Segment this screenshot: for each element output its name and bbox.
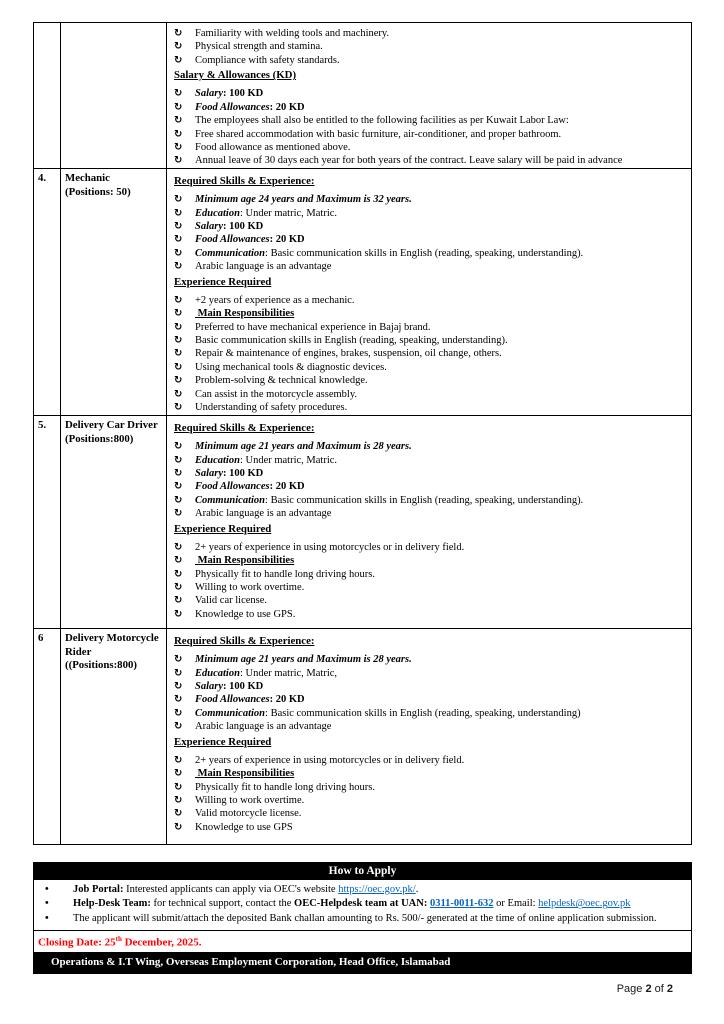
text-run: Main Responsibilities bbox=[195, 555, 295, 567]
bullet-text bbox=[195, 101, 685, 114]
text-run: Food Allowances bbox=[195, 234, 270, 246]
bullet-text bbox=[195, 207, 685, 220]
bullet-text bbox=[195, 154, 685, 167]
bullet-text bbox=[195, 494, 685, 507]
text-run: 2+ years of experience in using motorcycles or in delivery field. bbox=[195, 754, 465, 766]
row-number-cell bbox=[34, 23, 61, 168]
circular-arrow-bullet-icon: ↻ bbox=[174, 608, 183, 620]
bullet-text bbox=[195, 480, 685, 493]
hyperlink[interactable]: helpdesk@oec.gov.pk bbox=[538, 898, 631, 910]
text-run: Food Allowances bbox=[195, 694, 270, 706]
section-heading: Experience Required bbox=[174, 275, 272, 288]
text-run: : bbox=[269, 234, 276, 246]
bullet-text bbox=[195, 807, 685, 820]
circular-arrow-bullet-icon: ↻ bbox=[174, 568, 183, 580]
text-run: of bbox=[651, 983, 667, 995]
bullet-item bbox=[174, 440, 685, 453]
bullet-text bbox=[195, 220, 685, 233]
position-name-line: Mechanic bbox=[65, 172, 110, 184]
position-row-6 bbox=[34, 629, 691, 844]
text-run: Willing to work overtime. bbox=[195, 582, 305, 594]
bullet-text bbox=[195, 680, 685, 693]
text-run: Minimum age 21 years and Maximum is 28 years. bbox=[195, 654, 412, 666]
circular-arrow-bullet-icon: ↻ bbox=[174, 321, 183, 333]
text-run: Physically fit to handle long driving hours. bbox=[195, 568, 375, 580]
how-to-apply-header: How to Apply bbox=[34, 863, 691, 880]
bullet-text bbox=[195, 781, 685, 794]
bullet-text bbox=[195, 193, 685, 206]
section-heading: Salary & Allowances (KD) bbox=[174, 69, 297, 82]
bullet-item bbox=[174, 821, 685, 834]
text-run: Arabic language is an advantage bbox=[195, 261, 332, 273]
text-run: Physical strength and stamina. bbox=[195, 41, 323, 53]
position-name-cell bbox=[61, 169, 167, 415]
text-run: th bbox=[115, 935, 122, 944]
bullet-item bbox=[174, 141, 685, 154]
bullet-item bbox=[174, 707, 685, 720]
position-name-cell bbox=[61, 416, 167, 628]
text-run: OEC-Helpdesk team at UAN: bbox=[294, 898, 430, 910]
position-row-4 bbox=[34, 169, 691, 416]
text-run: Help-Desk Team: bbox=[73, 898, 151, 910]
apply-bullet-text bbox=[73, 912, 691, 926]
bullet-text bbox=[195, 374, 685, 387]
text-run: Preferred to have mechanical experience in Bajaj brand. bbox=[195, 321, 431, 333]
bullet-text bbox=[195, 260, 685, 273]
bullet-text bbox=[195, 440, 685, 453]
circular-arrow-bullet-icon: ↻ bbox=[174, 361, 183, 373]
bullet-item bbox=[174, 554, 685, 567]
circular-arrow-bullet-icon: ↻ bbox=[174, 142, 183, 154]
circular-arrow-bullet-icon: ↻ bbox=[174, 667, 183, 679]
bullet-text bbox=[195, 693, 685, 706]
bullet-item bbox=[174, 781, 685, 794]
text-run: Problem-solving & technical knowledge. bbox=[195, 375, 368, 387]
closing-date-line bbox=[34, 930, 691, 952]
text-run: 2+ years of experience in using motorcycles or in delivery field. bbox=[195, 541, 465, 553]
text-run: Arabic language is an advantage bbox=[195, 721, 332, 733]
row-number-cell: 5. bbox=[34, 416, 61, 628]
text-run: Understanding of safety procedures. bbox=[195, 402, 348, 414]
position-details-cell bbox=[167, 23, 691, 168]
bullet-text bbox=[195, 653, 685, 666]
page-number bbox=[617, 983, 673, 995]
text-run: +2 years of experience as a mechanic. bbox=[195, 294, 355, 306]
text-run: The employees shall also be entitled to the following facilities as per Kuwait Labor Law: bbox=[195, 115, 569, 127]
bullet-text bbox=[195, 54, 685, 67]
circular-arrow-bullet-icon: ↻ bbox=[174, 207, 183, 219]
position-row-5 bbox=[34, 416, 691, 629]
text-run: Main Responsibilities bbox=[195, 308, 295, 320]
text-run: Food allowance as mentioned above. bbox=[195, 142, 351, 154]
apply-bullet-text bbox=[73, 883, 691, 897]
text-run: 100 KD bbox=[229, 221, 264, 233]
text-run: The applicant will submit/attach the deposited Bank challan amounting to Rs. 500/- generated at the time of online application submission. bbox=[73, 912, 657, 924]
circular-arrow-bullet-icon: ↻ bbox=[174, 582, 183, 594]
circular-arrow-bullet-icon: ↻ bbox=[174, 768, 183, 780]
circular-arrow-bullet-icon: ↻ bbox=[174, 494, 183, 506]
hyperlink[interactable]: 0311-0011-632 bbox=[429, 898, 494, 910]
bullet-item bbox=[174, 401, 685, 414]
text-run: Knowledge to use GPS bbox=[195, 821, 293, 833]
bullet-item bbox=[174, 754, 685, 767]
circular-arrow-bullet-icon: ↻ bbox=[174, 721, 183, 733]
circular-arrow-bullet-icon: ↻ bbox=[174, 555, 183, 567]
position-name-line: (Positions: 50) bbox=[65, 185, 131, 198]
circular-arrow-bullet-icon: ↻ bbox=[174, 795, 183, 807]
text-run: Salary bbox=[195, 681, 224, 693]
circular-arrow-bullet-icon: ↻ bbox=[174, 221, 183, 233]
bullet-item bbox=[174, 693, 685, 706]
bullet-item bbox=[174, 193, 685, 206]
circular-arrow-bullet-icon: ↻ bbox=[174, 115, 183, 127]
circular-arrow-bullet-icon: ↻ bbox=[174, 41, 183, 53]
row-number-cell: 6 bbox=[34, 629, 61, 844]
text-run: : bbox=[223, 221, 230, 233]
bullet-item bbox=[174, 54, 685, 67]
text-run: Education bbox=[195, 454, 240, 466]
circular-arrow-bullet-icon: ↻ bbox=[174, 441, 183, 453]
position-name-line: (Positions:800) bbox=[65, 432, 134, 445]
bullet-text bbox=[195, 507, 685, 520]
bullet-item bbox=[174, 321, 685, 334]
bullet-item bbox=[174, 128, 685, 141]
issuing-office-bar: Operations & I.T Wing, Overseas Employment Corporation, Head Office, Islamabad bbox=[34, 952, 691, 973]
position-name-line: Rider ((Positions:800) bbox=[65, 645, 137, 672]
bullet-text bbox=[195, 114, 685, 127]
text-run: Familiarity with welding tools and machinery. bbox=[195, 28, 390, 39]
apply-bullet-text bbox=[73, 897, 691, 911]
apply-bullet-item bbox=[34, 883, 691, 897]
bullet-item bbox=[174, 114, 685, 127]
circular-arrow-bullet-icon: ↻ bbox=[174, 595, 183, 607]
text-run: : Basic communication skills in English (reading, speaking, understanding). bbox=[265, 494, 584, 506]
text-run: Valid car license. bbox=[195, 595, 268, 607]
text-run: Communication bbox=[195, 707, 266, 719]
circular-arrow-bullet-icon: ↻ bbox=[174, 28, 183, 39]
bullet-text bbox=[195, 40, 685, 53]
bullet-item bbox=[174, 27, 685, 40]
circular-arrow-bullet-icon: ↻ bbox=[174, 681, 183, 693]
text-run: Communication bbox=[195, 247, 266, 259]
bullet-item bbox=[174, 807, 685, 820]
position-name-line: Delivery Car Driver bbox=[65, 419, 158, 431]
text-run: 2 bbox=[645, 983, 652, 995]
bullet-text bbox=[195, 388, 685, 401]
text-run: Communication bbox=[195, 494, 266, 506]
text-run: Salary bbox=[195, 468, 224, 480]
text-run: Repair & maintenance of engines, brakes, suspension, oil change, others. bbox=[195, 348, 502, 360]
bullet-text bbox=[195, 568, 685, 581]
text-run: Willing to work overtime. bbox=[195, 795, 305, 807]
position-name-cell bbox=[61, 23, 167, 168]
text-run: Can assist in the motorcycle assembly. bbox=[195, 388, 358, 400]
bullet-text bbox=[195, 27, 685, 40]
bullet-item bbox=[174, 207, 685, 220]
bullet-text bbox=[195, 767, 685, 780]
circular-arrow-bullet-icon: ↻ bbox=[174, 707, 183, 719]
bullet-item bbox=[174, 388, 685, 401]
text-run: Main Responsibilities bbox=[195, 768, 295, 780]
bullet-text bbox=[195, 720, 685, 733]
circular-arrow-bullet-icon: ↻ bbox=[174, 88, 183, 100]
bullet-text bbox=[195, 541, 685, 554]
circular-arrow-bullet-icon: ↻ bbox=[174, 821, 183, 833]
text-run: : bbox=[223, 88, 230, 100]
bullet-text bbox=[195, 594, 685, 607]
circular-arrow-bullet-icon: ↻ bbox=[174, 335, 183, 347]
bullet-text bbox=[195, 334, 685, 347]
position-details-cell bbox=[167, 629, 691, 844]
text-run: Food Allowances bbox=[195, 481, 270, 493]
row-number-cell: 4. bbox=[34, 169, 61, 415]
text-run: : bbox=[223, 468, 230, 480]
bullet-item bbox=[174, 40, 685, 53]
text-run: 100 KD bbox=[229, 468, 264, 480]
position-details-cell bbox=[167, 416, 691, 628]
text-run: 2 bbox=[666, 983, 673, 995]
text-run: or Email: bbox=[493, 898, 539, 910]
circular-arrow-bullet-icon: ↻ bbox=[174, 128, 183, 140]
bullet-item bbox=[174, 260, 685, 273]
how-to-apply-section bbox=[33, 862, 692, 974]
text-run: Minimum age 24 years and Maximum is 32 years. bbox=[195, 194, 412, 206]
text-run: : Basic communication skills in English (reading, speaking, understanding) bbox=[265, 707, 581, 719]
text-run: : Basic communication skills in English (reading, speaking, understanding). bbox=[265, 247, 584, 259]
circular-arrow-bullet-icon: ↻ bbox=[174, 694, 183, 706]
bullet-item bbox=[174, 507, 685, 520]
text-run: 20 KD bbox=[275, 481, 305, 493]
circular-arrow-bullet-icon: ↻ bbox=[174, 754, 183, 766]
text-run: Using mechanical tools & diagnostic devices. bbox=[195, 361, 387, 373]
bullet-item bbox=[174, 454, 685, 467]
text-run: : Under matric, Matric, bbox=[239, 667, 338, 679]
text-run: : Under matric, Matric. bbox=[239, 454, 338, 466]
text-run: 100 KD bbox=[229, 681, 264, 693]
section-heading: Experience Required bbox=[174, 735, 272, 748]
text-run: Compliance with safety standards. bbox=[195, 54, 340, 66]
position-name-line: Delivery Motorcycle bbox=[65, 632, 159, 644]
dot-bullet-icon: • bbox=[45, 884, 49, 895]
text-run: Physically fit to handle long driving hours. bbox=[195, 781, 375, 793]
circular-arrow-bullet-icon: ↻ bbox=[174, 781, 183, 793]
bullet-text bbox=[195, 467, 685, 480]
bullet-item bbox=[174, 653, 685, 666]
bullet-text bbox=[195, 321, 685, 334]
text-run: . bbox=[415, 884, 419, 895]
bullet-item bbox=[174, 794, 685, 807]
bullet-item bbox=[174, 581, 685, 594]
circular-arrow-bullet-icon: ↻ bbox=[174, 508, 183, 520]
text-run: 20 KD bbox=[275, 234, 305, 246]
text-run: Valid motorcycle license. bbox=[195, 808, 302, 820]
text-run: Minimum age 21 years and Maximum is 28 years. bbox=[195, 441, 412, 453]
text-run: Interested applicants can apply via OEC's website bbox=[123, 884, 339, 895]
circular-arrow-bullet-icon: ↻ bbox=[174, 375, 183, 387]
text-run: Basic communication skills in English (reading, speaking, understanding). bbox=[195, 335, 508, 347]
bullet-text bbox=[195, 401, 685, 414]
bullet-text bbox=[195, 608, 685, 621]
circular-arrow-bullet-icon: ↻ bbox=[174, 294, 183, 306]
circular-arrow-bullet-icon: ↻ bbox=[174, 54, 183, 66]
circular-arrow-bullet-icon: ↻ bbox=[174, 454, 183, 466]
text-run: Food Allowances bbox=[195, 101, 270, 113]
bullet-item bbox=[174, 541, 685, 554]
text-run: : Under matric, Matric. bbox=[239, 207, 338, 219]
text-run: 100 KD bbox=[229, 88, 264, 100]
bullet-text bbox=[195, 347, 685, 360]
apply-bullet-item bbox=[34, 912, 691, 926]
text-run: Education bbox=[195, 207, 240, 219]
bullet-item bbox=[174, 568, 685, 581]
circular-arrow-bullet-icon: ↻ bbox=[174, 247, 183, 259]
bullet-item bbox=[174, 667, 685, 680]
section-heading: Required Skills & Experience: bbox=[174, 422, 315, 434]
text-run: Knowledge to use GPS. bbox=[195, 608, 296, 620]
hyperlink[interactable]: https://oec.gov.pk/ bbox=[338, 884, 416, 895]
circular-arrow-bullet-icon: ↻ bbox=[174, 402, 183, 414]
text-run: 20 KD bbox=[275, 694, 305, 706]
bullet-text bbox=[195, 294, 685, 307]
text-run: Closing Date: 25 bbox=[38, 936, 116, 949]
apply-bullet-item bbox=[34, 897, 691, 911]
circular-arrow-bullet-icon: ↻ bbox=[174, 101, 183, 113]
section-heading: Required Skills & Experience: bbox=[174, 175, 315, 187]
text-run: : bbox=[269, 101, 276, 113]
bullet-text bbox=[195, 361, 685, 374]
bullet-item bbox=[174, 233, 685, 246]
text-run: : bbox=[223, 681, 230, 693]
bullet-item bbox=[174, 347, 685, 360]
bullet-text bbox=[195, 454, 685, 467]
bullet-item bbox=[174, 247, 685, 260]
circular-arrow-bullet-icon: ↻ bbox=[174, 808, 183, 820]
text-run: for technical support, contact the bbox=[150, 898, 295, 910]
bullet-item bbox=[174, 334, 685, 347]
section-heading: Experience Required bbox=[174, 522, 272, 535]
circular-arrow-bullet-icon: ↻ bbox=[174, 155, 183, 167]
text-run: Page bbox=[616, 983, 646, 995]
bullet-item bbox=[174, 767, 685, 780]
position-name-cell bbox=[61, 629, 167, 844]
positions-table bbox=[33, 22, 692, 845]
how-to-apply-bullet-list bbox=[34, 880, 691, 930]
bullet-text bbox=[195, 554, 685, 567]
text-run: December, 2025. bbox=[121, 936, 202, 949]
bullet-item bbox=[174, 680, 685, 693]
text-run: : bbox=[269, 481, 276, 493]
bullet-item bbox=[174, 594, 685, 607]
bullet-text bbox=[195, 581, 685, 594]
bullet-item bbox=[174, 494, 685, 507]
bullet-text bbox=[195, 87, 685, 100]
bullet-item bbox=[174, 87, 685, 100]
bullet-item bbox=[174, 307, 685, 320]
text-run: Salary bbox=[195, 88, 224, 100]
dot-bullet-icon: • bbox=[45, 898, 49, 910]
bullet-item bbox=[174, 467, 685, 480]
text-run: : bbox=[269, 694, 276, 706]
bullet-text bbox=[195, 667, 685, 680]
circular-arrow-bullet-icon: ↻ bbox=[174, 388, 183, 400]
bullet-text bbox=[195, 707, 685, 720]
bullet-item bbox=[174, 154, 685, 167]
bullet-item bbox=[174, 294, 685, 307]
circular-arrow-bullet-icon: ↻ bbox=[174, 308, 183, 320]
bullet-item bbox=[174, 101, 685, 114]
position-row-continued bbox=[34, 23, 691, 169]
text-run: Salary bbox=[195, 221, 224, 233]
text-run: Arabic language is an advantage bbox=[195, 508, 332, 520]
text-run: Education bbox=[195, 667, 240, 679]
position-details-cell bbox=[167, 169, 691, 415]
circular-arrow-bullet-icon: ↻ bbox=[174, 261, 183, 273]
bullet-text bbox=[195, 128, 685, 141]
bullet-item bbox=[174, 480, 685, 493]
bullet-text bbox=[195, 794, 685, 807]
bullet-text bbox=[195, 754, 685, 767]
bullet-text bbox=[195, 307, 685, 320]
text-run: 20 KD bbox=[275, 101, 305, 113]
section-heading: Required Skills & Experience: bbox=[174, 635, 315, 647]
circular-arrow-bullet-icon: ↻ bbox=[174, 348, 183, 360]
bullet-text bbox=[195, 141, 685, 154]
circular-arrow-bullet-icon: ↻ bbox=[174, 194, 183, 206]
bullet-item bbox=[174, 720, 685, 733]
circular-arrow-bullet-icon: ↻ bbox=[174, 468, 183, 480]
text-run: Annual leave of 30 days each year for both years of the contract. Leave salary will be paid in advance bbox=[195, 155, 623, 167]
bullet-text bbox=[195, 247, 685, 260]
bullet-item bbox=[174, 374, 685, 387]
bullet-item bbox=[174, 361, 685, 374]
circular-arrow-bullet-icon: ↻ bbox=[174, 481, 183, 493]
circular-arrow-bullet-icon: ↻ bbox=[174, 234, 183, 246]
text-run: Job Portal: bbox=[73, 884, 124, 895]
text-run: Free shared accommodation with basic furniture, air-conditioner, and proper bathroom. bbox=[195, 128, 562, 140]
bullet-item bbox=[174, 608, 685, 621]
dot-bullet-icon: • bbox=[45, 912, 49, 924]
bullet-item bbox=[174, 220, 685, 233]
bullet-text bbox=[195, 233, 685, 246]
bullet-text bbox=[195, 821, 685, 834]
circular-arrow-bullet-icon: ↻ bbox=[174, 654, 183, 666]
circular-arrow-bullet-icon: ↻ bbox=[174, 541, 183, 553]
